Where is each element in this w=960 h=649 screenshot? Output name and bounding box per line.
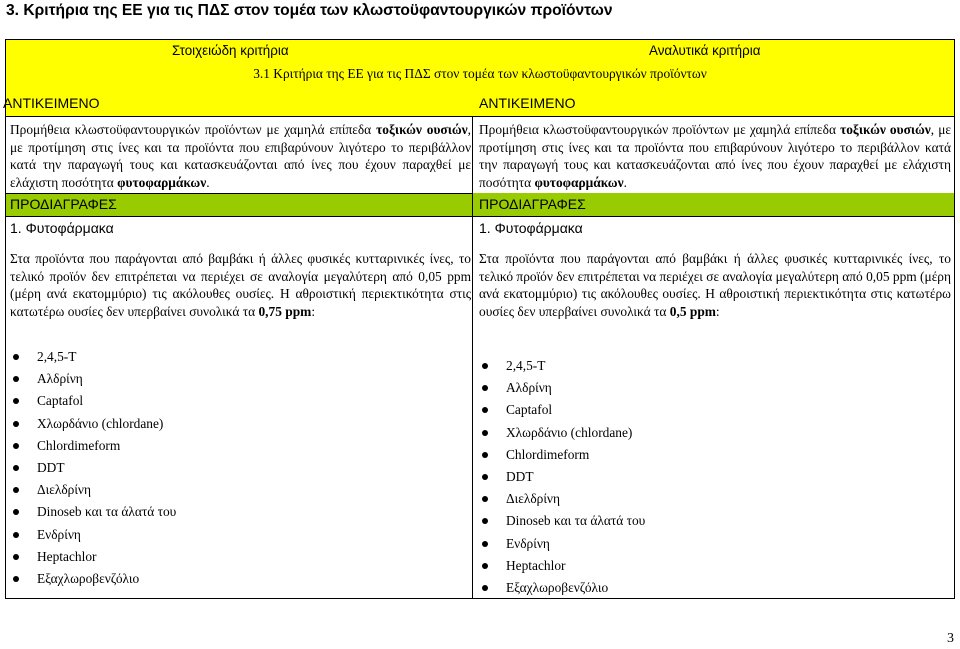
list-item: Dinoseb και τα άλατά του bbox=[10, 501, 176, 523]
right-section-title: 1. Φυτοφάρμακα bbox=[479, 220, 583, 236]
table-header bbox=[6, 40, 954, 90]
list-item: DDT bbox=[10, 457, 176, 479]
right-specs-label: ΠΡΟΔΙΑΓΡΑΦΕΣ bbox=[473, 193, 954, 216]
list-item: Χλωρδάνιο (chlordane) bbox=[479, 422, 645, 444]
divider bbox=[6, 116, 954, 117]
left-objective-text: Προμήθεια κλωστοϋφαντουργικών προϊόντων με χαμηλά επίπεδα τοξικών ουσιών, με προτίμηση στις ίνες και τα προϊόντα που επιβαρύνουν λιγότερο το περιβάλλον κατά την παραγωγή τους και κατασκευάζονται από ίνες που έχουν παραχθεί με ελάχιστη ποσότητα φυτοφαρμάκων. bbox=[10, 122, 471, 190]
section-heading: 3. Κριτήρια της ΕΕ για τις ΠΔΣ στον τομέα των κλωστοϋφαντουργικών προϊόντων bbox=[6, 2, 613, 19]
list-item: Αλδρίνη bbox=[10, 368, 176, 390]
list-item: Χλωρδάνιο (chlordane) bbox=[10, 413, 176, 435]
list-item: Heptachlor bbox=[479, 555, 645, 577]
header-left-title: Στοιχειώδη κριτήρια bbox=[172, 43, 289, 58]
left-substance-list bbox=[10, 346, 176, 590]
left-paragraph: Στα προϊόντα που παράγονται από βαμβάκι ή άλλες φυσικές κυτταρινικές ίνες, το τελικό προϊόν δεν επιτρέπεται να περιέχει σε αναλογία μεγαλύτερη από 0,05 ppm (μέρη ανά εκατομμύριο) τις ακόλουθες ουσίες. Η αθροιστική περιεκτικότητα στις κατωτέρω ουσίες δεν υπερβαίνει συνολικά τα 0,75 ppm: bbox=[10, 251, 471, 319]
left-section-title: 1. Φυτοφάρμακα bbox=[10, 220, 114, 236]
column-divider bbox=[472, 116, 473, 598]
right-substance-list bbox=[479, 355, 645, 599]
list-item: DDT bbox=[479, 466, 645, 488]
list-item: Διελδρίνη bbox=[10, 479, 176, 501]
criteria-table bbox=[5, 39, 955, 599]
list-item: Αλδρίνη bbox=[479, 377, 645, 399]
divider bbox=[6, 193, 472, 194]
list-item: Captafol bbox=[479, 399, 645, 421]
divider bbox=[6, 216, 954, 217]
right-objective-text: Προμήθεια κλωστοϋφαντουργικών προϊόντων με χαμηλά επίπεδα τοξικών ουσιών, με προτίμηση στις ίνες και τα προϊόντα που επιβαρύνουν λιγότερο το περιβάλλον κατά την παραγωγή τους και κατασκευάζονται από ίνες που έχουν παραχθεί με ελάχιστη ποσότητα φυτοφαρμάκων. bbox=[479, 122, 952, 190]
list-item: Chlordimeform bbox=[479, 444, 645, 466]
list-item: 2,4,5-T bbox=[10, 346, 176, 368]
list-item: Ενδρίνη bbox=[479, 533, 645, 555]
list-item: 2,4,5-T bbox=[479, 355, 645, 377]
objective-row bbox=[3, 90, 954, 116]
list-item: Διελδρίνη bbox=[479, 488, 645, 510]
right-paragraph: Στα προϊόντα που παράγονται από βαμβάκι ή άλλες φυσικές κυτταρινικές ίνες, το τελικό προϊόν δεν επιτρέπεται να περιέχει σε αναλογία μεγαλύτερη από 0,05 ppm (μέρη ανά εκατομμύριο) τις ακόλουθες ουσίες. Η αθροιστική περιεκτικότητα στις κατωτέρω ουσίες δεν υπερβαίνει συνολικά τα 0,5 ppm: bbox=[479, 251, 951, 319]
list-item: Dinoseb και τα άλατά του bbox=[479, 510, 645, 532]
right-objective-label: ΑΝΤΙΚΕΙΜΕΝΟ bbox=[479, 95, 576, 111]
list-item: Εξαχλωροβενζόλιο bbox=[10, 568, 176, 590]
list-item: Captafol bbox=[10, 390, 176, 412]
page-number: 3 bbox=[947, 631, 954, 646]
list-item: Εξαχλωροβενζόλιο bbox=[479, 577, 645, 599]
header-right-title: Αναλυτικά κριτήρια bbox=[649, 43, 761, 58]
list-item: Chlordimeform bbox=[10, 435, 176, 457]
list-item: Heptachlor bbox=[10, 546, 176, 568]
left-specs-label: ΠΡΟΔΙΑΓΡΑΦΕΣ bbox=[6, 193, 472, 216]
header-subtitle: 3.1 Κριτήρια της ΕΕ για τις ΠΔΣ στον τομέα των κλωστοϋφαντουργικών προϊόντων bbox=[253, 66, 707, 81]
list-item: Ενδρίνη bbox=[10, 524, 176, 546]
left-objective-label: ΑΝΤΙΚΕΙΜΕΝΟ bbox=[3, 95, 100, 111]
